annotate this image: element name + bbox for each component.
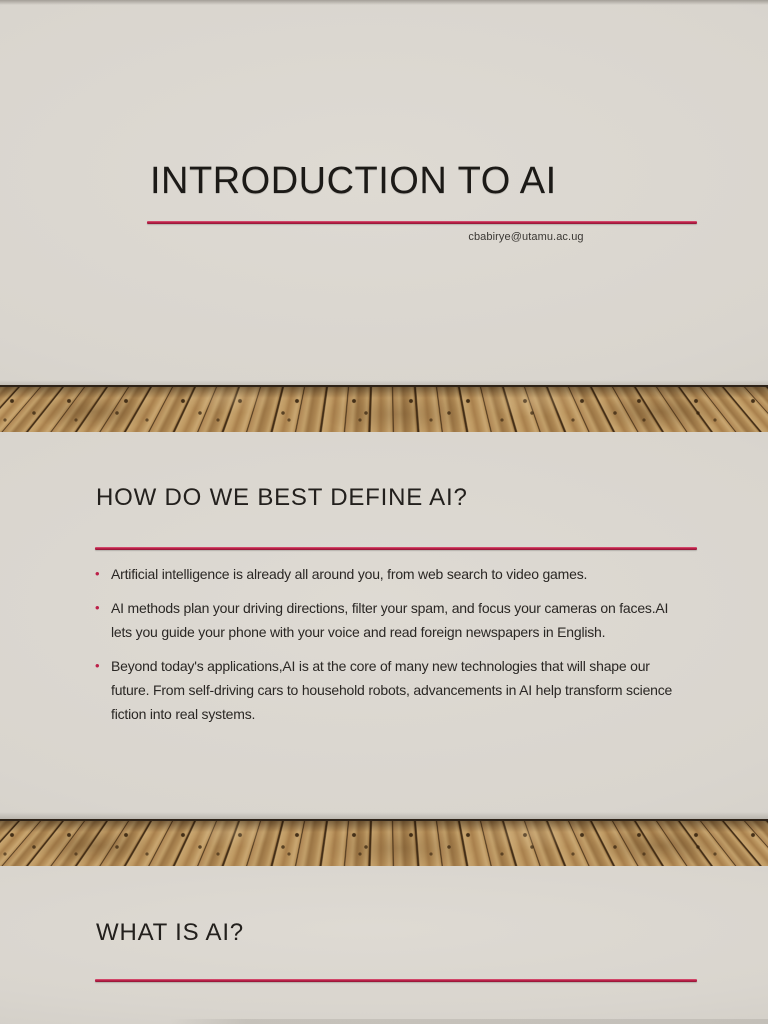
wood-shading-overlay (0, 821, 768, 866)
slide-3-section-slide (0, 866, 768, 1024)
bullet-text: Beyond today's applications,AI is at the core of many new technologies that will shape our future. From self-driving cars to household robots, advancements in AI help transform science fiction into real systems. (111, 658, 673, 722)
accent-divider-line (147, 221, 697, 224)
bullet-text: Artificial intelligence is already all around you, from web search to video games. (111, 566, 588, 582)
accent-divider-line (95, 547, 697, 550)
floor-shadow (0, 812, 768, 819)
bullet-list-item (95, 562, 683, 586)
slide-2-content-slide (0, 432, 768, 866)
bullet-list (95, 562, 683, 736)
wood-floor-graphic (0, 819, 768, 866)
bullet-dot-icon: • (95, 566, 100, 581)
slide-1-top-edge-shading (0, 0, 768, 5)
page-bottom-shading (0, 1019, 768, 1024)
slide-2-heading: HOW DO WE BEST DEFINE AI? (96, 484, 468, 511)
bullet-list-item (95, 654, 683, 726)
wood-floor-graphic (0, 385, 768, 432)
bullet-text: AI methods plan your driving directions, filter your spam, and focus your cameras on faces.AI lets you guide your phone with your voice and read foreign newspapers in English. (111, 600, 669, 640)
bullet-list-item (95, 596, 683, 644)
accent-divider-line (95, 979, 697, 982)
wood-shading-overlay (0, 387, 768, 432)
slide-1-title-slide (0, 0, 768, 432)
deck-title: INTRODUCTION TO AI (150, 160, 557, 202)
slide-3-heading: WHAT IS AI? (96, 919, 244, 946)
slide-1-wall-background (0, 0, 768, 432)
bullet-dot-icon: • (95, 658, 100, 673)
bullet-dot-icon: • (95, 600, 100, 615)
author-email: cbabirye@utamu.ac.ug (468, 231, 584, 243)
